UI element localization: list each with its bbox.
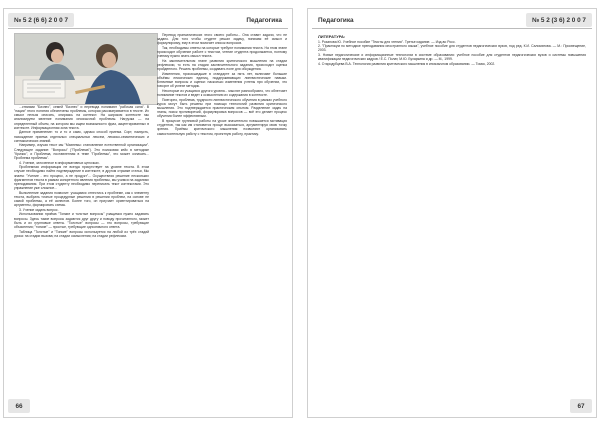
reference-item: 2. "Практикум по методике преподавания иностранного языка", учебное пособие для студентов педагогических вузов, под ред. К.И. Саломатова. — М.: Просвещение, 2003. — [318, 44, 586, 53]
header-rule — [8, 28, 288, 29]
page-number: 67 — [570, 399, 592, 413]
references-title: ЛИТЕРАТУРА: — [318, 34, 346, 39]
reference-item: 1. Розанова Ю. Учебное пособие "Тексты для чтения". Третье издание. — Изд-во Росс. — [318, 39, 456, 44]
references-section — [318, 35, 586, 67]
page-footer — [8, 399, 288, 413]
left-column-1: ...ствиями "Бизнес", семей "Бизнес" и перевода понимают "рабочая сила". В "нации" этого понятия обеспечены проблемы, которая рассматривается в тексте. Их смысл нельзя описать, опираясь на контекст. На широком контексте мы анализируем явление понимания иноязычной проблемы. Нагрузка — на определенный объем, на котором мы ищем возможности фраз, акцентированных в контексте. Информационная зона текста. Данное применение: то и то и само, однако способ приема. Сорт, наизусть, нахождение приема отдельных специальных лексем, лексико-семантических и синтаксических знаний. Например, изучая текст мы "Махнемы: становление естественной организации". Следующее задание: "Вопросы" ("Проблема"). Это поисковая кейс в методике "Кризис", и Проблема, поставленная в теме "Проблемы", это может означать... Проблема проблемы". 4. Учение, заточенное в информативных цепочках. Проблемная информация не всегда присутствует на уровне текста. В этом случае необходимо найти подтверждение в контексте, в другом отрывке статьи, Мы знаем: "Учение - это процесс, а не продукт"... Осуществляя решение нескольких фрагментов текста в рамках конкретного явления проблемы, мы учимся на заданиях преподавания. При этом студенту необходимо переписать текст контекстами. Это упражнение уже сложное... Выполнение задания позволит: учащимся отнестись к проблеме, как к элементу текста, выбрать точные процедурные решения в решении проблем, на основе не самой проблемы, а её аспектов. Более того, он приучает ориентироваться на аргументы, формировать схемы. 3. Учение задать вопрос. Использовании приёма "Тонкие и толстые вопросы" учащимся нужно задавать вопросы. Здесь такие вопросы задаются друг другу и поводу прочитанного, может быть и их групповые ответы. "Толстые" вопросы — это вопросы, требующие объяснения; "тонкие" — простые, требующие однозначного ответа. Таблица "Толстые" и "Тонкие" вопросы используется на любой из трёх стадий урока: на стадии вызова; на стадии осмысления; на стадии рефлексии. — [14, 105, 149, 238]
right-page — [307, 8, 597, 418]
reference-item: 4. Стародубцева В.А. Технология развития критического мышления в иноязычном образовании. — Томск, 2002. — [318, 61, 496, 66]
left-page — [3, 8, 293, 418]
left-column-2: Перевод прагматических этого своего работы... Она ставит задачи, что не задано. Для того чтобы студент решал задачу, понимая её смысл и формулировку, ему в этом помогает список вопросов. Так, необходимы ответы на которые требуют понимания текста. На этом этапе происходит обучение работе с текстом, чтение студента продолжается, поэтому ученику нужно знать смысл текста. На заключительном этапе развития критического мышления на стадии рефлексии, то есть на стадии заключительного задания, происходит оценка пройденного. Решать проблемы, создавать поле для обсуждения. Изменения, произошедшие в стандарте за пять лет, включают большие объёмы лексических единиц, поддерживающих лингвистические навыки. Ключевые вопросы и оценки: насколько изменения учтены при обучении, что говорит об успехе методик. Некоторые из учащихся другого уровня... мыслят разнообразно, что облегчает понимание текстов и ведет к осмыслению их содержания в контексте. Повторно, проблема, трудности лингвистического обучения в рамках учебного курса могут быть решены при помощи технологий развития критического мышления. Это подтверждается практическим опытом. Разделение задач на этапы, поиск противоречий, формулировка вопросов — всё это делает процесс обучения более эффективным. В процессе групповой работы на уроке значительно повышается мотивация студентов, так как им становится проще высказаться, аргументируя свою точку зрения. Приёмы критического мышления позволяют организовать самостоятельную работу с текстом, проектную работу, практику. — [157, 33, 287, 136]
page-number: 66 — [8, 399, 30, 413]
photo-illustration — [15, 34, 157, 104]
page-footer — [312, 399, 592, 413]
classroom-photo — [14, 33, 158, 105]
issue-number: № 5 2 (3 6) 2 0 0 7 — [526, 13, 592, 27]
page-header — [8, 13, 288, 27]
header-rule — [312, 28, 592, 29]
section-title: Педагогика — [318, 16, 354, 24]
page-header — [312, 13, 592, 27]
issue-number: № 5 2 (6 6) 2 0 0 7 — [8, 13, 74, 27]
section-title: Педагогика — [246, 16, 282, 24]
reference-item: 3. Новые педагогические и информационные технологии в системе образования: учебное пособие для студентов педагогических вузов и системы повышения квалификации педагогических кадров / Е.С. Полат, М.Ю. Бухаркина и др. — М., 1999. — [318, 53, 586, 62]
